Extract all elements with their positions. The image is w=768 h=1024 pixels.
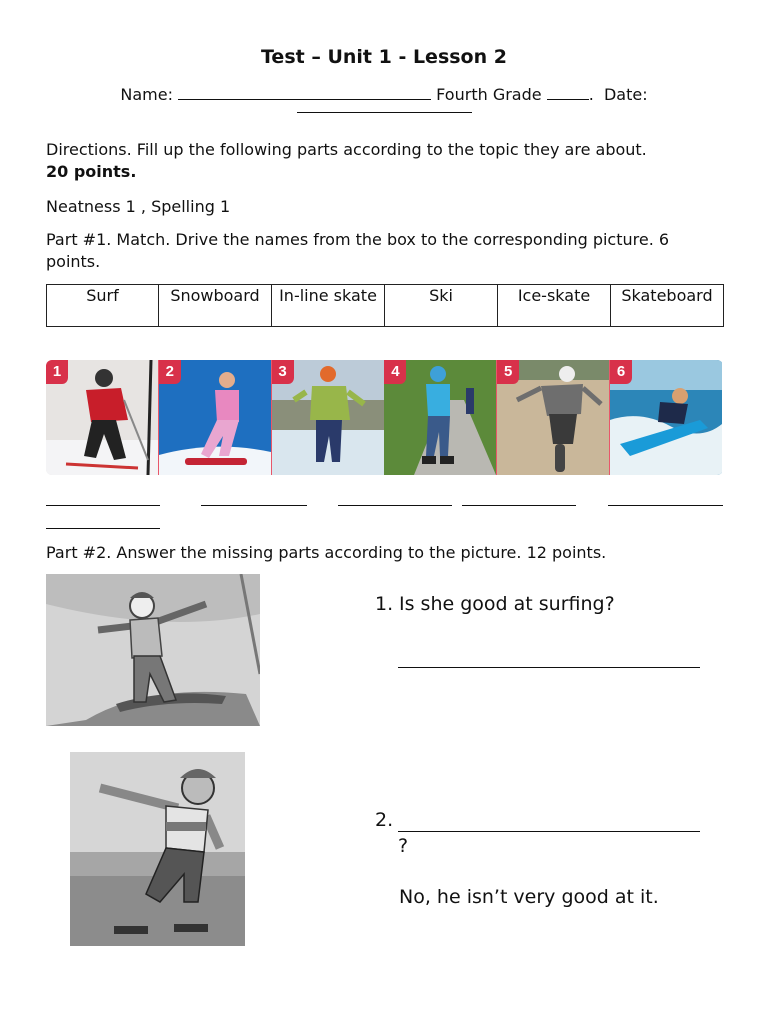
picture-4-inline-skating (384, 360, 497, 475)
answer-blank-2[interactable] (201, 504, 307, 506)
question-2-question-blank[interactable] (398, 830, 700, 832)
picture-number: 4 (384, 360, 406, 384)
word-snowboard[interactable]: Snowboard (159, 285, 272, 327)
surfer-girl-picture (46, 574, 260, 726)
question-1-number: 1. (375, 593, 394, 615)
word-ski[interactable]: Ski (385, 285, 498, 327)
skater-boy-icon (70, 752, 245, 946)
directions-text: Directions. Fill up the following parts according to the topic they are about. (46, 140, 647, 159)
picture-number: 3 (272, 360, 294, 384)
picture-6-surfing (610, 360, 723, 475)
grade-blank[interactable] (547, 84, 589, 100)
question-2-answer: No, he isn’t very good at it. (399, 886, 659, 908)
page-title: Test – Unit 1 - Lesson 2 (261, 46, 507, 68)
picture-5-skateboarding (497, 360, 610, 475)
answer-blank-1[interactable] (46, 504, 160, 506)
name-grade-date-line (0, 84, 768, 104)
picture-number: 2 (159, 360, 181, 384)
question-1-text: Is she good at surfing? (399, 593, 615, 615)
word-inline-skate[interactable]: In-line skate (272, 285, 385, 327)
word-surf[interactable]: Surf (47, 285, 159, 327)
picture-number: 1 (46, 360, 68, 384)
grade-label: Fourth Grade (436, 85, 542, 104)
directions (46, 139, 726, 183)
question-2-question-mark: ? (398, 835, 409, 857)
part1-instruction: Part #1. Match. Drive the names from the box to the corresponding picture. 6 points. (46, 230, 670, 271)
picture-number: 5 (497, 360, 519, 384)
directions-points: 20 points. (46, 162, 137, 181)
name-label: Name: (120, 85, 173, 104)
word-skateboard[interactable]: Skateboard (611, 285, 724, 327)
answer-blank-3[interactable] (338, 504, 452, 506)
answer-blank-6[interactable] (46, 527, 160, 529)
question-1-answer-blank[interactable] (398, 666, 700, 668)
name-blank[interactable] (178, 84, 431, 100)
picture-1-skiing (46, 360, 159, 475)
answer-blank-5[interactable] (608, 504, 723, 506)
neatness-note: Neatness 1 , Spelling 1 (46, 197, 231, 216)
picture-number: 6 (610, 360, 632, 384)
answer-blank-4[interactable] (462, 504, 576, 506)
date-label: Date: (603, 85, 648, 104)
surfer-girl-icon (46, 574, 260, 726)
picture-3-ice-skating (272, 360, 385, 475)
grade-period: . (588, 85, 594, 104)
skater-boy-picture (70, 752, 245, 946)
question-2-number: 2. (375, 809, 394, 831)
sports-picture-strip (46, 360, 723, 475)
word-box (46, 284, 724, 327)
date-blank[interactable] (297, 112, 472, 113)
word-ice-skate[interactable]: Ice-skate (498, 285, 611, 327)
part2-instruction: Part #2. Answer the missing parts according to the picture. 12 points. (46, 543, 607, 562)
picture-2-snowboarding (159, 360, 272, 475)
